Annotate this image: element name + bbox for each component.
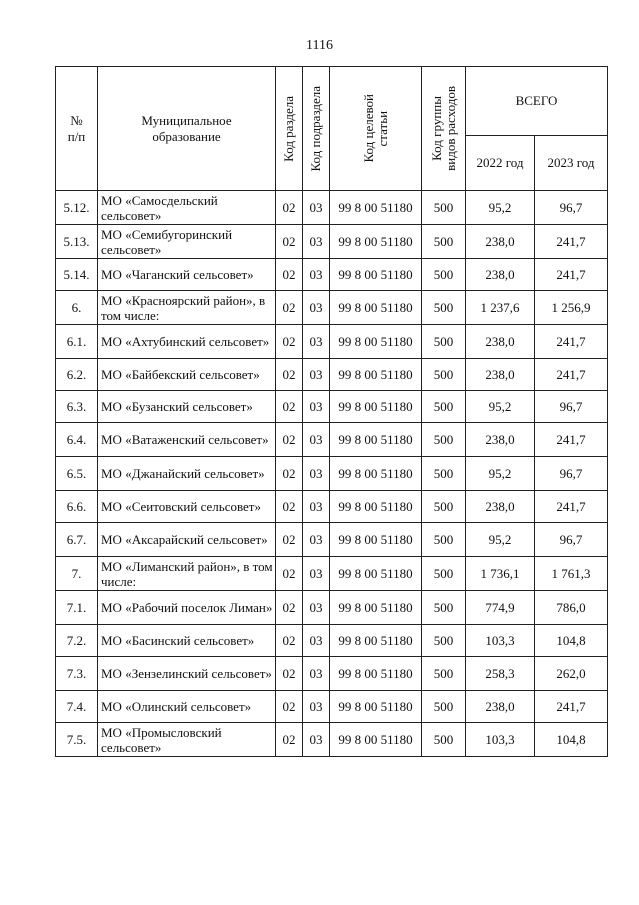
- row-section-code: 02: [276, 457, 303, 491]
- row-expense-group: 500: [422, 259, 466, 291]
- row-municipality: МО «Лиманский район», в том числе:: [98, 557, 276, 591]
- row-value-2023: 241,7: [535, 423, 608, 457]
- row-expense-group: 500: [422, 423, 466, 457]
- row-municipality: МО «Ахтубинский сельсовет»: [98, 325, 276, 359]
- row-target-code: 99 8 00 51180: [330, 691, 422, 723]
- table-row: [56, 723, 608, 757]
- row-target-code: 99 8 00 51180: [330, 291, 422, 325]
- row-target-code: 99 8 00 51180: [330, 259, 422, 291]
- page-number: 1116: [306, 38, 333, 53]
- row-value-2022: 238,0: [466, 225, 535, 259]
- row-municipality: МО «Рабочий поселок Лиман»: [98, 591, 276, 625]
- row-target-code: 99 8 00 51180: [330, 557, 422, 591]
- table-row: [56, 191, 608, 225]
- row-expense-group: 500: [422, 225, 466, 259]
- row-number: 7.3.: [56, 657, 98, 691]
- table-row: [56, 657, 608, 691]
- table-row: [56, 423, 608, 457]
- row-value-2022: 258,3: [466, 657, 535, 691]
- table-header-row: [56, 67, 608, 136]
- row-value-2022: 95,2: [466, 391, 535, 423]
- row-target-code: 99 8 00 51180: [330, 591, 422, 625]
- row-subsection-code: 03: [303, 657, 330, 691]
- row-target-code: 99 8 00 51180: [330, 523, 422, 557]
- row-number: 5.14.: [56, 259, 98, 291]
- row-number: 6.4.: [56, 423, 98, 457]
- row-subsection-code: 03: [303, 391, 330, 423]
- row-expense-group: 500: [422, 625, 466, 657]
- row-value-2022: 1 237,6: [466, 291, 535, 325]
- table-row: [56, 625, 608, 657]
- row-value-2022: 238,0: [466, 691, 535, 723]
- row-value-2022: 95,2: [466, 191, 535, 225]
- row-subsection-code: 03: [303, 423, 330, 457]
- row-section-code: 02: [276, 291, 303, 325]
- row-expense-group: 500: [422, 523, 466, 557]
- row-section-code: 02: [276, 557, 303, 591]
- budget-table: [55, 66, 608, 757]
- row-subsection-code: 03: [303, 325, 330, 359]
- row-section-code: 02: [276, 325, 303, 359]
- row-subsection-code: 03: [303, 291, 330, 325]
- table-row: [56, 391, 608, 423]
- table-row: [56, 259, 608, 291]
- row-expense-group: 500: [422, 325, 466, 359]
- row-value-2022: 95,2: [466, 457, 535, 491]
- row-section-code: 02: [276, 191, 303, 225]
- table-row: [56, 325, 608, 359]
- row-value-2023: 1 256,9: [535, 291, 608, 325]
- row-municipality: МО «Чаганский сельсовет»: [98, 259, 276, 291]
- row-number: 6.7.: [56, 523, 98, 557]
- table-row: [56, 591, 608, 625]
- row-section-code: 02: [276, 423, 303, 457]
- row-municipality: МО «Ватаженский сельсовет»: [98, 423, 276, 457]
- row-expense-group: 500: [422, 691, 466, 723]
- row-value-2023: 241,7: [535, 259, 608, 291]
- header-num: № п/п: [56, 67, 98, 191]
- row-subsection-code: 03: [303, 591, 330, 625]
- row-expense-group: 500: [422, 491, 466, 523]
- row-value-2022: 103,3: [466, 625, 535, 657]
- row-expense-group: 500: [422, 723, 466, 757]
- row-municipality: МО «Басинский сельсовет»: [98, 625, 276, 657]
- header-section: Код раздела: [276, 67, 303, 191]
- row-subsection-code: 03: [303, 691, 330, 723]
- row-section-code: 02: [276, 391, 303, 423]
- header-subsection: Код подраздела: [303, 67, 330, 191]
- row-target-code: 99 8 00 51180: [330, 423, 422, 457]
- row-target-code: 99 8 00 51180: [330, 491, 422, 523]
- row-value-2022: 238,0: [466, 491, 535, 523]
- header-year-2023: 2023 год: [535, 136, 608, 191]
- row-municipality: МО «Аксарайский сельсовет»: [98, 523, 276, 557]
- row-section-code: 02: [276, 591, 303, 625]
- row-value-2023: 241,7: [535, 225, 608, 259]
- header-total: ВСЕГО: [466, 67, 608, 136]
- row-section-code: 02: [276, 359, 303, 391]
- row-value-2023: 241,7: [535, 491, 608, 523]
- row-municipality: МО «Самосдельский сельсовет»: [98, 191, 276, 225]
- row-value-2022: 774,9: [466, 591, 535, 625]
- row-number: 6.2.: [56, 359, 98, 391]
- row-subsection-code: 03: [303, 625, 330, 657]
- row-target-code: 99 8 00 51180: [330, 657, 422, 691]
- row-section-code: 02: [276, 225, 303, 259]
- row-municipality: МО «Зензелинский сельсовет»: [98, 657, 276, 691]
- table-row: [56, 691, 608, 723]
- row-subsection-code: 03: [303, 359, 330, 391]
- row-subsection-code: 03: [303, 457, 330, 491]
- table-row: [56, 523, 608, 557]
- row-target-code: 99 8 00 51180: [330, 625, 422, 657]
- row-value-2022: 238,0: [466, 423, 535, 457]
- row-expense-group: 500: [422, 457, 466, 491]
- row-expense-group: 500: [422, 591, 466, 625]
- row-number: 6.: [56, 291, 98, 325]
- row-expense-group: 500: [422, 391, 466, 423]
- row-number: 6.1.: [56, 325, 98, 359]
- header-expense-group: Код группы видов расходов: [422, 67, 466, 191]
- row-expense-group: 500: [422, 557, 466, 591]
- row-value-2023: 96,7: [535, 457, 608, 491]
- row-number: 6.6.: [56, 491, 98, 523]
- row-subsection-code: 03: [303, 523, 330, 557]
- row-value-2022: 238,0: [466, 359, 535, 391]
- row-target-code: 99 8 00 51180: [330, 391, 422, 423]
- row-section-code: 02: [276, 491, 303, 523]
- row-target-code: 99 8 00 51180: [330, 191, 422, 225]
- row-target-code: 99 8 00 51180: [330, 359, 422, 391]
- row-subsection-code: 03: [303, 491, 330, 523]
- row-number: 6.3.: [56, 391, 98, 423]
- row-number: 7.1.: [56, 591, 98, 625]
- row-subsection-code: 03: [303, 225, 330, 259]
- row-expense-group: 500: [422, 359, 466, 391]
- table-row: [56, 557, 608, 591]
- table-row: [56, 359, 608, 391]
- row-subsection-code: 03: [303, 259, 330, 291]
- row-value-2023: 104,8: [535, 625, 608, 657]
- row-target-code: 99 8 00 51180: [330, 325, 422, 359]
- row-target-code: 99 8 00 51180: [330, 457, 422, 491]
- row-value-2023: 1 761,3: [535, 557, 608, 591]
- row-number: 7.5.: [56, 723, 98, 757]
- row-section-code: 02: [276, 657, 303, 691]
- row-section-code: 02: [276, 723, 303, 757]
- row-value-2022: 103,3: [466, 723, 535, 757]
- row-number: 7.4.: [56, 691, 98, 723]
- row-municipality: МО «Джанайский сельсовет»: [98, 457, 276, 491]
- row-value-2023: 786,0: [535, 591, 608, 625]
- row-number: 6.5.: [56, 457, 98, 491]
- row-subsection-code: 03: [303, 557, 330, 591]
- table-body: [56, 191, 608, 757]
- row-value-2023: 241,7: [535, 691, 608, 723]
- row-value-2023: 104,8: [535, 723, 608, 757]
- row-target-code: 99 8 00 51180: [330, 723, 422, 757]
- row-section-code: 02: [276, 625, 303, 657]
- row-number: 7.2.: [56, 625, 98, 657]
- row-municipality: МО «Олинский сельсовет»: [98, 691, 276, 723]
- header-municipality: Муниципальное образование: [98, 67, 276, 191]
- row-expense-group: 500: [422, 291, 466, 325]
- table-row: [56, 457, 608, 491]
- row-municipality: МО «Семибугоринский сельсовет»: [98, 225, 276, 259]
- table-row: [56, 225, 608, 259]
- row-value-2023: 241,7: [535, 325, 608, 359]
- row-value-2023: 96,7: [535, 191, 608, 225]
- row-municipality: МО «Промысловский сельсовет»: [98, 723, 276, 757]
- row-value-2023: 96,7: [535, 523, 608, 557]
- row-section-code: 02: [276, 259, 303, 291]
- row-section-code: 02: [276, 523, 303, 557]
- header-year-2022: 2022 год: [466, 136, 535, 191]
- row-value-2023: 96,7: [535, 391, 608, 423]
- row-number: 5.13.: [56, 225, 98, 259]
- row-value-2022: 95,2: [466, 523, 535, 557]
- row-number: 5.12.: [56, 191, 98, 225]
- row-value-2022: 238,0: [466, 259, 535, 291]
- row-municipality: МО «Сеитовский сельсовет»: [98, 491, 276, 523]
- row-municipality: МО «Красноярский район», в том числе:: [98, 291, 276, 325]
- row-value-2022: 238,0: [466, 325, 535, 359]
- row-expense-group: 500: [422, 191, 466, 225]
- row-municipality: МО «Бузанский сельсовет»: [98, 391, 276, 423]
- table-row: [56, 491, 608, 523]
- row-subsection-code: 03: [303, 723, 330, 757]
- row-subsection-code: 03: [303, 191, 330, 225]
- header-target: Код целевой статьи: [330, 67, 422, 191]
- row-target-code: 99 8 00 51180: [330, 225, 422, 259]
- row-expense-group: 500: [422, 657, 466, 691]
- row-value-2023: 241,7: [535, 359, 608, 391]
- row-municipality: МО «Байбекский сельсовет»: [98, 359, 276, 391]
- row-value-2023: 262,0: [535, 657, 608, 691]
- row-section-code: 02: [276, 691, 303, 723]
- table-row: [56, 291, 608, 325]
- row-value-2022: 1 736,1: [466, 557, 535, 591]
- row-number: 7.: [56, 557, 98, 591]
